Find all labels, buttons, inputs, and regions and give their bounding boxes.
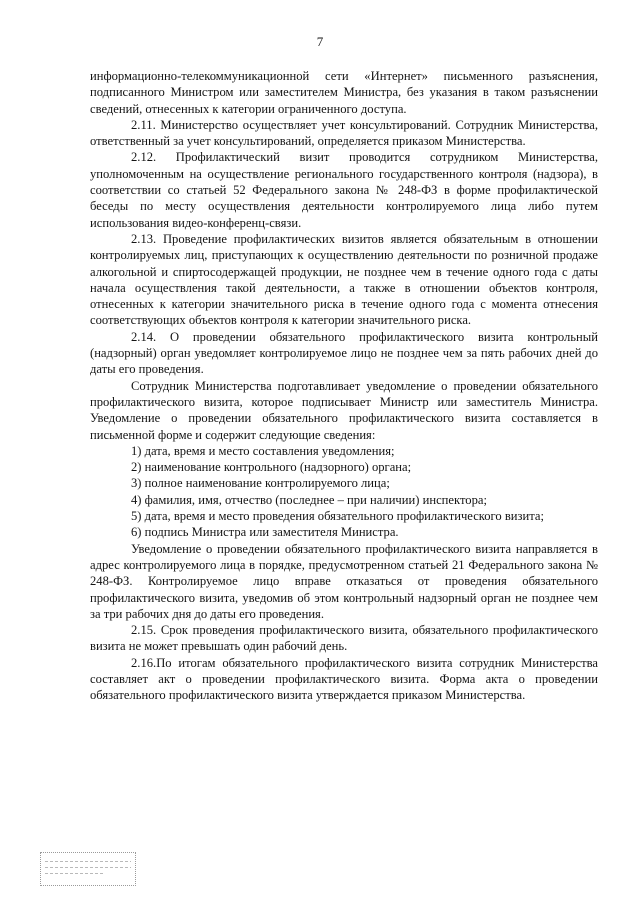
page-number: 7 xyxy=(316,34,324,49)
paragraph-2-16: 2.16.По итогам обязательного профилактического визита сотрудник Министерства составляет акт о проведении профилактического визита. Форма акта о проведении обязательного профилактического визита утверждается приказом Министерства. xyxy=(90,655,598,703)
paragraph-intro: информационно-телекоммуникационной сети «Интернет» письменного разъяснения, подписанного Министром или заместителем Министра, без указания в таком разъяснении сведений, отнесенных к категории ограниченного доступа. xyxy=(90,69,598,116)
list-item: 2) наименование контрольного (надзорного) органа; xyxy=(131,460,412,475)
list-item: 4) фамилия, имя, отчество (последнее – при наличии) инспектора; xyxy=(131,492,487,507)
paragraph-2-15: 2.15. Срок проведения профилактического визита, обязательного профилактического визита не может превышать один рабочий день. xyxy=(90,623,598,654)
stamp-line xyxy=(45,873,105,874)
stamp-line xyxy=(45,861,131,862)
paragraph-2-13: 2.13. Проведение профилактических визитов является обязательным в отношении контролируемых лиц, приступающих к осуществлению деятельности по розничной продаже алкогольной и спиртосодержащей продукции, не позднее чем в течение одного года с даты начала осуществления такой деятельности, а также в отношении объектов контроля, отнесенных к категории значительного риска в течение одного года с момента отнесения соответствующих объектов контроля к категории значительного риска. xyxy=(90,231,598,328)
stamp-line xyxy=(45,867,131,868)
paragraph-2-12: 2.12. Профилактический визит проводится сотрудником Министерства, уполномоченным на осуществление регионального государственного контроля (надзора), в соответствии со статьей 52 Федерального закона № 248-ФЗ в форме профилактической беседы по месту осуществления деятельности контролируемого лица либо путем использования видео-конференц-связи. xyxy=(90,150,598,230)
list-item: 1) дата, время и место составления уведомления; xyxy=(131,443,395,458)
list-item: 5) дата, время и место проведения обязательного профилактического визита; xyxy=(131,509,545,524)
document-body xyxy=(90,68,598,704)
list-item: 6) подпись Министра или заместителя Министра. xyxy=(131,525,399,540)
paragraph-2-14: 2.14. О проведении обязательного профилактического визита контрольный (надзорный) орган уведомляет контролируемое лицо не позднее чем за пять рабочих дней до даты его проведения. xyxy=(90,329,598,377)
list-item: 3) полное наименование контролируемого лица; xyxy=(131,476,390,491)
paragraph-2-11: 2.11. Министерство осуществляет учет консультирований. Сотрудник Министерства, ответственный за учет консультирований, определяется приказом Министерства. xyxy=(90,117,598,149)
faint-stamp xyxy=(40,852,136,886)
paragraph-notice-preparation: Сотрудник Министерства подготавливает уведомление о проведении обязательного профилактического визита, которое подписывает Министр или заместитель Министра. Уведомление о проведении обязательного профилактического визита составляется в письменной форме и содержит следующие сведения: xyxy=(90,378,598,442)
paragraph-notice-delivery: Уведомление о проведении обязательного профилактического визита направляется в адрес контролируемого лица в порядке, предусмотренном статьей 21 Федерального закона № 248-ФЗ. Контролируемое лицо вправе отказаться от проведения обязательного профилактического визита, уведомив об этом контрольный надзорный орган не позднее чем за три рабочих дня до даты его проведения. xyxy=(90,541,598,621)
